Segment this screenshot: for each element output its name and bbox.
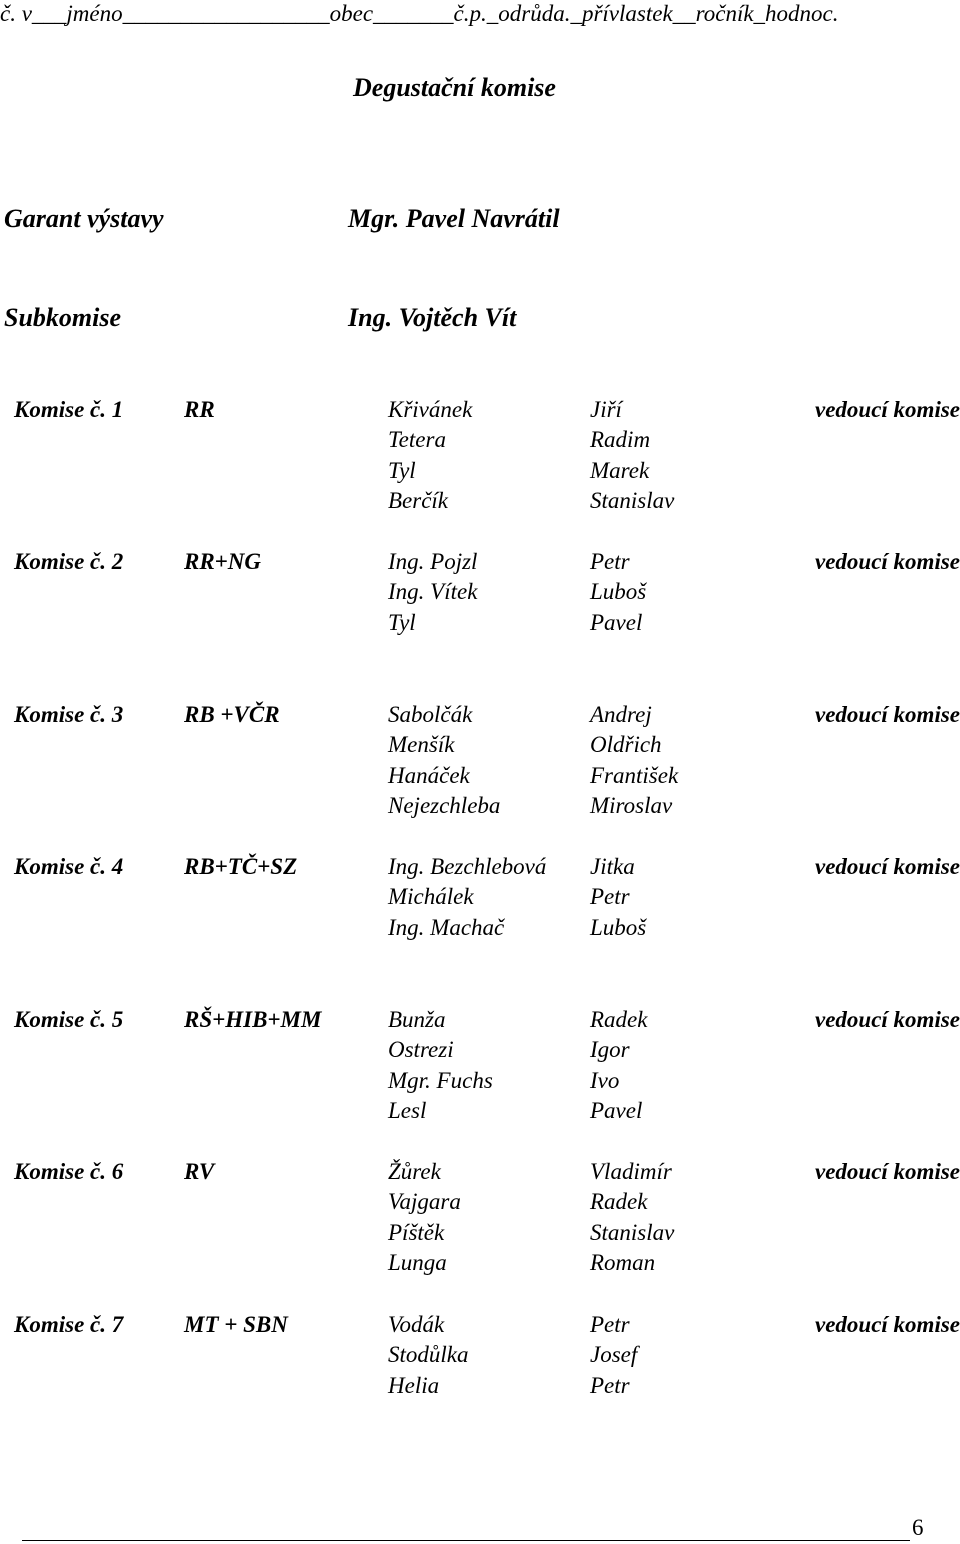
- member-first-name: František: [590, 762, 679, 788]
- member-first-name: Vladimír: [590, 1159, 672, 1184]
- subkomise-name: Ing. Vojtěch Vít: [348, 303, 517, 332]
- member-surname: Tyl: [388, 457, 416, 483]
- member-list: [388, 700, 808, 822]
- committee-label: Komise č. 2: [14, 549, 124, 574]
- member-surname: Nejezchleba: [388, 793, 501, 819]
- committee-lead-note: vedoucí komise: [815, 854, 960, 879]
- committee-label: Komise č. 1: [14, 397, 124, 422]
- member-first-name: Miroslav: [590, 793, 673, 819]
- member-first-name: Roman: [590, 1250, 656, 1276]
- member-row: [388, 1310, 808, 1340]
- committee-lead-note: vedoucí komise: [815, 702, 960, 727]
- member-surname: Ing. Pojzl: [388, 549, 478, 574]
- member-surname: Bunža: [388, 1007, 446, 1032]
- member-row: [388, 852, 808, 882]
- committee-code: RB+TČ+SZ: [184, 854, 298, 879]
- member-surname: Ing. Vítek: [388, 579, 478, 605]
- member-first-name: Ivo: [590, 1067, 620, 1093]
- committee-code: RR+NG: [184, 549, 262, 574]
- member-surname: Menšík: [388, 732, 455, 758]
- member-first-name: Josef: [590, 1342, 638, 1368]
- member-row: [388, 1187, 808, 1217]
- member-surname: Žůrek: [388, 1159, 441, 1184]
- member-row: [388, 730, 808, 760]
- committee-label: Komise č. 6: [14, 1159, 124, 1184]
- member-first-name: Luboš: [590, 914, 647, 940]
- member-row: [388, 882, 808, 912]
- member-row: [388, 1218, 808, 1248]
- member-surname: Tetera: [388, 427, 446, 453]
- member-first-name: Andrej: [590, 702, 652, 727]
- member-list: [388, 1157, 808, 1279]
- member-first-name: Radek: [590, 1189, 648, 1215]
- member-surname: Stodůlka: [388, 1342, 469, 1368]
- member-row: [388, 1371, 808, 1401]
- committee-lead-note: vedoucí komise: [815, 397, 960, 422]
- member-surname: Michálek: [388, 884, 474, 910]
- member-first-name: Petr: [590, 1312, 630, 1337]
- member-surname: Lunga: [388, 1250, 447, 1276]
- member-row: [388, 913, 808, 943]
- garant-label: Garant výstavy: [4, 204, 164, 233]
- member-first-name: Marek: [590, 457, 650, 483]
- committee-code: RV: [184, 1159, 215, 1184]
- member-first-name: Jitka: [590, 854, 635, 879]
- member-list: [388, 547, 808, 638]
- committee-lead-note: vedoucí komise: [815, 549, 960, 574]
- member-surname: Lesl: [388, 1098, 427, 1124]
- member-first-name: Luboš: [590, 579, 647, 605]
- member-row: [388, 486, 808, 516]
- committee-lead-note: vedoucí komise: [815, 1007, 960, 1032]
- member-surname: Sabolčák: [388, 702, 473, 727]
- member-surname: Ostrezi: [388, 1037, 454, 1063]
- page-title: Degustační komise: [353, 73, 556, 102]
- member-row: [388, 456, 808, 486]
- member-first-name: Jiří: [590, 397, 622, 422]
- member-first-name: Pavel: [590, 609, 643, 635]
- member-surname: Helia: [388, 1372, 440, 1398]
- member-surname: Hanáček: [388, 762, 470, 788]
- member-surname: Berčík: [388, 488, 449, 514]
- member-row: [388, 791, 808, 821]
- member-surname: Ing. Bezchlebová: [388, 854, 547, 879]
- column-header-line: č. v___jméno__________________obec_______č.p._odrůda._přívlastek__ročník_hodnoc.: [0, 1, 839, 26]
- member-row: [388, 608, 808, 638]
- committee-label: Komise č. 4: [14, 854, 124, 879]
- member-row: [388, 425, 808, 455]
- member-first-name: Pavel: [590, 1098, 643, 1124]
- page-number: 6: [912, 1515, 924, 1540]
- member-list: [388, 1005, 808, 1127]
- member-first-name: Oldřich: [590, 732, 662, 758]
- committee-lead-note: vedoucí komise: [815, 1312, 960, 1337]
- member-row: [388, 700, 808, 730]
- member-row: [388, 577, 808, 607]
- member-row: [388, 395, 808, 425]
- member-row: [388, 1035, 808, 1065]
- committee-code: RŠ+HIB+MM: [184, 1007, 322, 1032]
- committee-code: MT + SBN: [184, 1312, 288, 1337]
- member-row: [388, 1066, 808, 1096]
- member-row: [388, 1096, 808, 1126]
- member-first-name: Petr: [590, 884, 630, 910]
- committee-lead-note: vedoucí komise: [815, 1159, 960, 1184]
- member-first-name: Stanislav: [590, 1219, 675, 1245]
- member-row: [388, 761, 808, 791]
- member-surname: Křivánek: [388, 397, 473, 422]
- member-row: [388, 1340, 808, 1370]
- member-list: [388, 395, 808, 517]
- member-list: [388, 852, 808, 943]
- member-surname: Píštěk: [388, 1219, 445, 1245]
- committee-label: Komise č. 7: [14, 1312, 124, 1337]
- committee-label: Komise č. 5: [14, 1007, 124, 1032]
- subkomise-label: Subkomise: [4, 303, 122, 332]
- member-row: [388, 1005, 808, 1035]
- member-first-name: Radek: [590, 1007, 648, 1032]
- member-surname: Vodák: [388, 1312, 445, 1337]
- member-row: [388, 1157, 808, 1187]
- member-row: [388, 1248, 808, 1278]
- member-surname: Vajgara: [388, 1189, 461, 1215]
- committee-label: Komise č. 3: [14, 702, 124, 727]
- footer-rule: [22, 1540, 910, 1541]
- member-surname: Ing. Machač: [388, 914, 505, 940]
- member-first-name: Petr: [590, 1372, 630, 1398]
- member-first-name: Igor: [590, 1037, 630, 1063]
- member-surname: Mgr. Fuchs: [388, 1067, 493, 1093]
- member-surname: Tyl: [388, 609, 416, 635]
- garant-name: Mgr. Pavel Navrátil: [348, 204, 560, 233]
- member-list: [388, 1310, 808, 1401]
- member-first-name: Petr: [590, 549, 630, 574]
- committee-code: RB +VČR: [184, 702, 280, 727]
- member-first-name: Stanislav: [590, 488, 675, 514]
- member-row: [388, 547, 808, 577]
- committee-code: RR: [184, 397, 215, 422]
- member-first-name: Radim: [590, 427, 651, 453]
